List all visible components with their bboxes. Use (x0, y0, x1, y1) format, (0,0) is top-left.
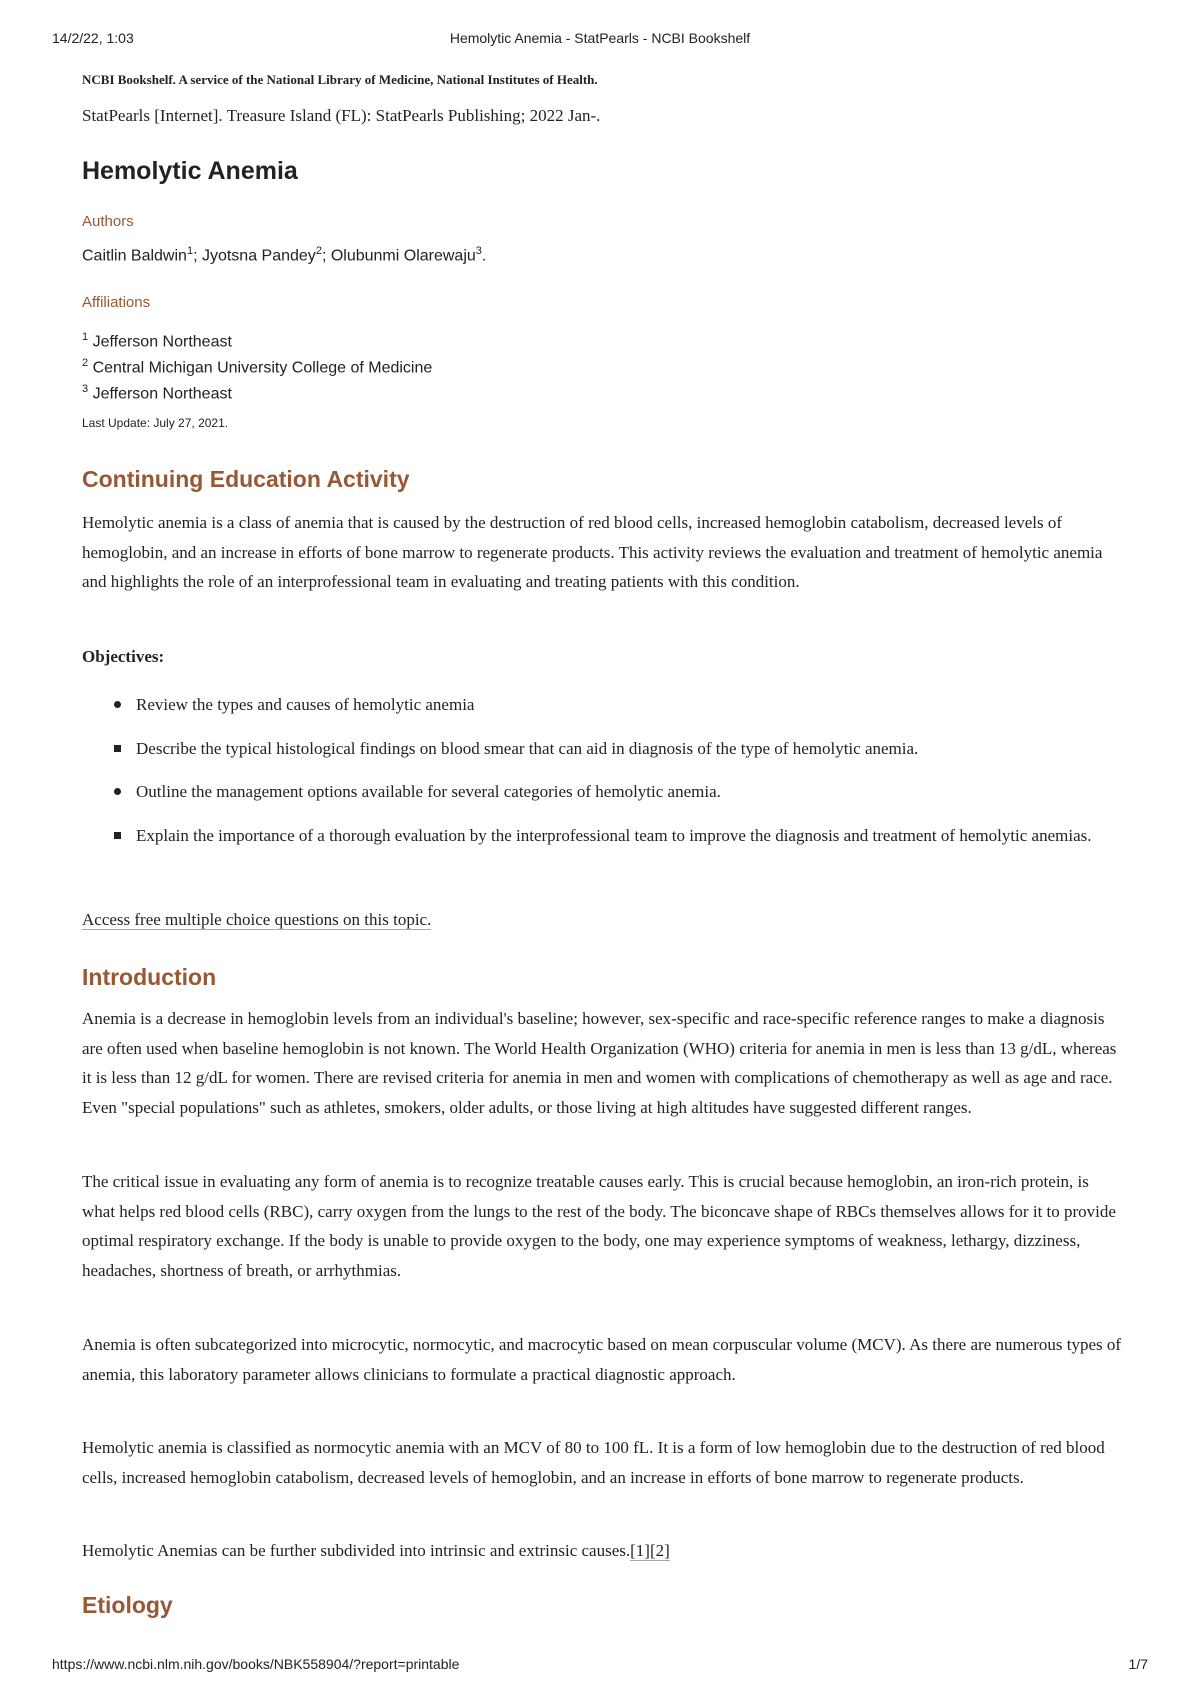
bullet-icon (114, 701, 121, 708)
objectives-list (82, 690, 1122, 864)
affiliation-item: $^3$ Jefferson Northeast (82, 383, 232, 403)
authors-list: Caitlin Baldwin$^1$; Jyotsna Pandey$^2$; Olubunmi Olarewaju$^3$. (82, 245, 487, 265)
access-mcq-link-wrap (82, 910, 431, 930)
objective-item: Describe the typical histological findings on blood smear that can aid in diagnosis of the type of hemolytic anemia. (82, 734, 1122, 764)
intro-paragraph: Anemia is a decrease in hemoglobin levels from an individual's baseline; however, sex-specific and race-specific reference ranges to make a diagnosis are often used when baseline hemoglobin is not known. The World Health Organization (WHO) criteria for anemia in men is less than 13 g/dL, whereas it is less than 12 g/dL for women. There are revised criteria for anemia in men and women with complications of chemotherapy as well as age and race. Even "special populations" such as athletes, smokers, older adults, or those living at high altitudes have suggested different ranges. (82, 1009, 1117, 1117)
section-heading-etiology: Etiology (82, 1592, 173, 1618)
affiliation-item: $^1$ Jefferson Northeast (82, 331, 232, 351)
bookshelf-notice: NCBI Bookshelf. A service of the National Library of Medicine, National Institutes of Health. (82, 72, 598, 87)
reference-link[interactable]: [2] (649, 1541, 670, 1560)
affiliation-item: $^2$ Central Michigan University College of Medicine (82, 357, 433, 377)
bullet-icon (114, 788, 121, 795)
access-mcq-link[interactable]: Access free multiple choice questions on this topic. (82, 910, 432, 929)
reference-link[interactable]: [1] (630, 1541, 650, 1560)
authors-label[interactable]: Authors (82, 213, 134, 230)
author-name[interactable]: Caitlin Baldwin (82, 247, 187, 265)
print-date: 14/2/22, 1:03 (52, 30, 134, 46)
article-title: Hemolytic Anemia (82, 157, 298, 185)
section-heading-continuing-education: Continuing Education Activity (82, 466, 410, 492)
intro-paragraph-last: Hemolytic Anemias can be further subdivided into intrinsic and extrinsic causes.[1][2] (82, 1541, 670, 1560)
objectives-label: Objectives: (82, 647, 165, 666)
objective-item: Explain the importance of a thorough evaluation by the interprofessional team to improve the diagnosis and treatment of hemolytic anemias. (82, 821, 1122, 851)
print-header (52, 30, 1148, 50)
intro-paragraph: Anemia is often subcategorized into microcytic, normocytic, and macrocytic based on mean corpuscular volume (MCV). As there are numerous types of anemia, this laboratory parameter allows clinicians to formulate a practical diagnostic approach. (82, 1335, 1122, 1384)
author-affil-sup: 2 (315, 245, 322, 257)
print-page-title: Hemolytic Anemia - StatPearls - NCBI Bookshelf (449, 30, 751, 46)
intro-paragraph: The critical issue in evaluating any form of anemia is to recognize treatable causes early. This is crucial because hemoglobin, an iron-rich protein, is what helps red blood cells (RBC), carry oxygen from the lungs to the rest of the body. The biconcave shape of RBCs themselves allows for it to provide optimal respiratory exchange. If the body is unable to provide oxygen to the body, one may experience symptoms of weakness, lethargy, dizziness, headaches, shortness of breath, or arrhythmias. (82, 1172, 1116, 1280)
objective-item: Review the types and causes of hemolytic anemia (82, 690, 1122, 720)
intro-paragraph: Hemolytic anemia is classified as normocytic anemia with an MCV of 80 to 100 fL. It is a form of low hemoglobin due to the destruction of red blood cells, increased hemoglobin catabolism, decreased levels of hemoglobin, and an increase in efforts of bone marrow to regenerate products. (82, 1438, 1105, 1487)
affiliations-list (82, 324, 432, 402)
bullet-icon (114, 832, 121, 839)
page-number: 1/7 (1128, 1656, 1148, 1672)
author-name[interactable]: Jyotsna Pandey (201, 247, 316, 265)
print-footer (52, 1656, 1148, 1676)
author-affil-sup: 1 (186, 245, 194, 257)
author-name[interactable]: Olubunmi Olarewaju (330, 247, 476, 265)
affiliations-label[interactable]: Affiliations (82, 294, 151, 311)
print-url: https://www.ncbi.nlm.nih.gov/books/NBK558904/?report=printable (52, 1656, 460, 1672)
last-update: Last Update: July 27, 2021. (82, 416, 229, 430)
citation: StatPearls [Internet]. Treasure Island (FL): StatPearls Publishing; 2022 Jan-. (82, 106, 601, 125)
bullet-icon (114, 745, 121, 752)
section-heading-introduction: Introduction (82, 964, 217, 990)
author-affil-sup: 3 (475, 245, 482, 257)
continuing-education-paragraph: Hemolytic anemia is a class of anemia that is caused by the destruction of red blood cells, increased hemoglobin catabolism, decreased levels of hemoglobin, and an increase in efforts of bone marrow to regenerate products. This activity reviews the evaluation and treatment of hemolytic anemia and highlights the role of an interprofessional team in evaluating and treating patients with this condition. (82, 513, 1103, 591)
objective-item: Outline the management options available for several categories of hemolytic anemia. (82, 777, 1122, 807)
